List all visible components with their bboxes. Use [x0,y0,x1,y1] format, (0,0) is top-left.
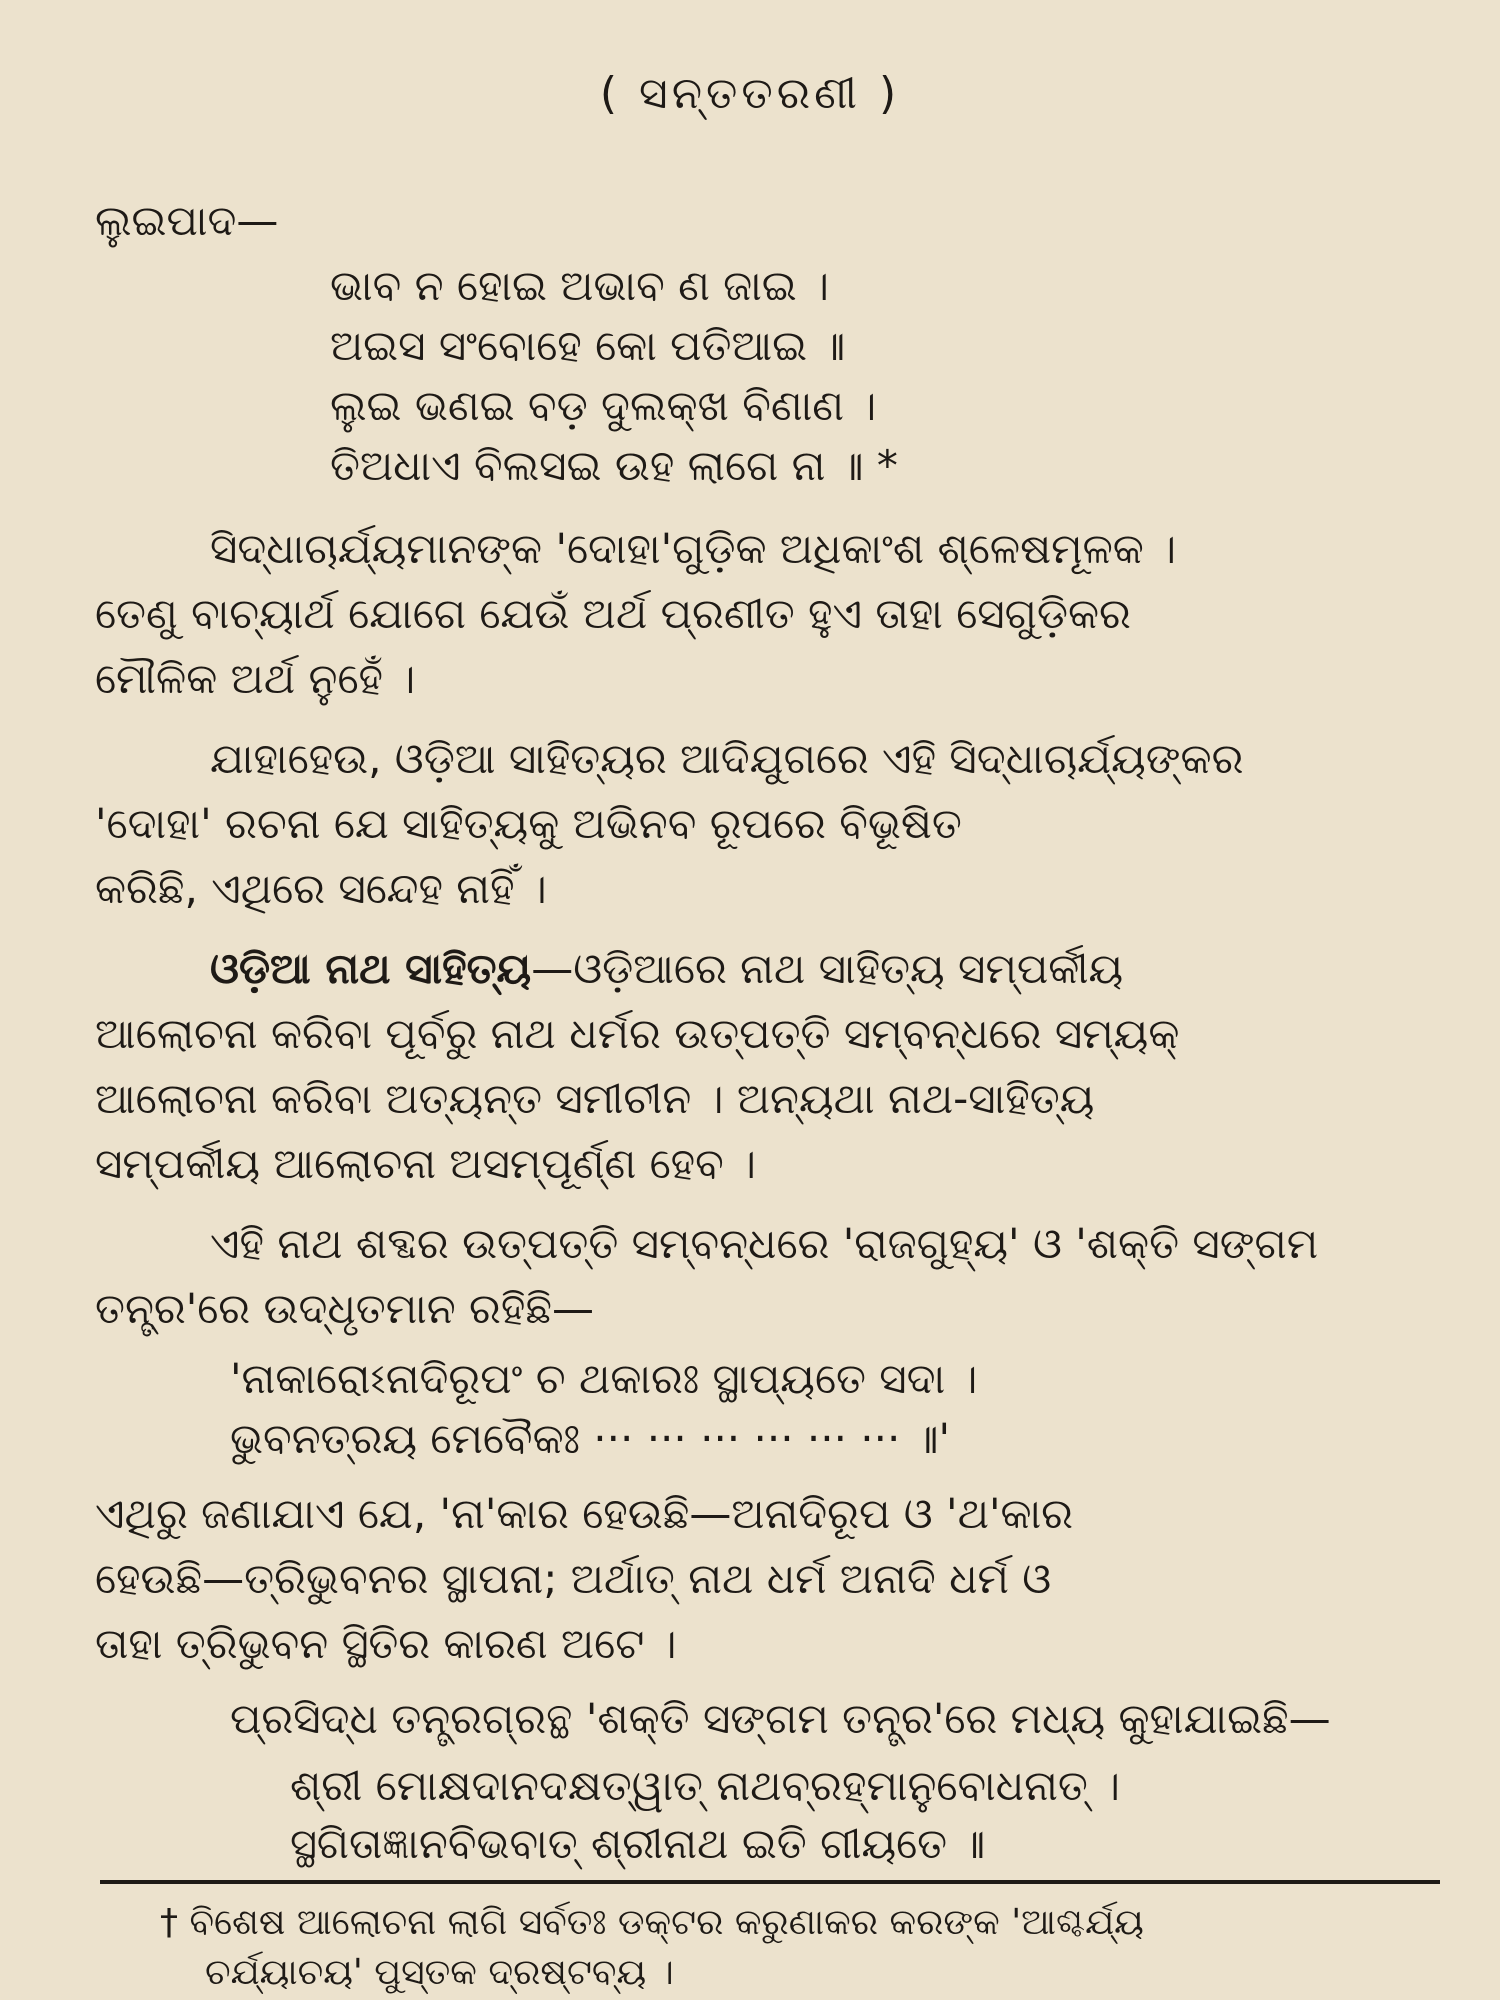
paragraph-line: 'ଦୋହା' ରଚନା ଯେ ସାହିତ୍ୟକୁ ଅଭିନବ ରୂପରେ ବିଭୂଷିତ [95,799,962,848]
footnote-line: ଚର୍ଯ୍ୟାଚୟ' ପୁସ୍ତକ ଦ୍ରଷ୍ଟବ୍ୟ । [205,1952,674,1993]
footnote-divider [100,1880,1440,1884]
paragraph-line: ଏଥିରୁ ଜଣାଯାଏ ଯେ, 'ନା'କାର ହେଉଛି—ଅନାଦିରୂପ ଓ 'ଥ'କାର [95,1489,1074,1538]
paragraph-line: ସମ୍ପର୍କୀୟ ଆଲୋଚନା ଅସମ୍ପୂର୍ଣ୍ଣ ହେବ । [95,1139,757,1188]
page-header: ( ସନ୍ତତରଣୀ ) [599,68,901,119]
paragraph-line: ହେଉଛି—ତ୍ରିଭୁବନର ସ୍ଥାପନା; ଅର୍ଥାତ୍ ନାଥ ଧର୍ମ ଅନାଦି ଧର୍ମ ଓ [95,1554,1052,1603]
paragraph-line: ତେଣୁ ବାଚ୍ୟାର୍ଥ ଯୋଗେ ଯେଉଁ ଅର୍ଥ ପ୍ରଣୀତ ହୁଏ ତାହା ସେଗୁଡ଼ିକର [95,589,1131,638]
paragraph-line: ସିଦ୍ଧାଚାର୍ଯ୍ୟମାନଙ୍କ 'ଦୋହା'ଗୁଡ଼ିକ ଅଧିକାଂଶ ଶ୍ଳେଷମୂଳକ । [210,524,1177,573]
verse-line: ଲୁଇ ଭଣଇ ବଡ଼ ଦୁଲକ୍ଖ ବିଣାଣ । [330,381,877,430]
paragraph-line: ଆଲୋଚନା କରିବା ପୂର୍ବରୁ ନାଥ ଧର୍ମର ଉତ୍ପତ୍ତି ସମ୍ବନ୍ଧରେ ସମ୍ୟକ୍ [95,1009,1180,1058]
paragraph-line: କରିଛି, ଏଥିରେ ସନ୍ଦେହ ନାହିଁ । [95,864,547,913]
quote-line: 'ନାକାରୋଽନାଦିରୂପଂ ଚ ଥକାରଃ ସ୍ଥାପ୍ୟତେ ସଦା । [230,1354,978,1403]
verse-line: ଅଇସ ସଂବୋହେ କୋ ପତିଆଇ ॥ [330,321,846,370]
paragraph-line: ଆଲୋଚନା କରିବା ଅତ୍ୟନ୍ତ ସମୀଚୀନ । ଅନ୍ୟଥା ନାଥ-ସାହିତ୍ୟ [95,1074,1095,1123]
footnote-line: † ବିଶେଷ ଆଲୋଚନା ଲାଗି ସର୍ବତଃ ଡକ୍ଟର କରୁଣାକର କରଙ୍କ 'ଆଶ୍ଚର୍ଯ୍ୟ [160,1902,1144,1943]
paragraph-line: ତାହା ତ୍ରିଭୁବନ ସ୍ଥିତିର କାରଣ ଅଟେ । [95,1619,677,1668]
section-heading-odia-nath-sahitya: ଓଡ଼ିଆ ନାଥ ସାହିତ୍ୟ [210,944,532,993]
paragraph-line: ତନ୍ତ୍ର'ରେ ଉଦ୍ଧୃତମାନ ରହିଛି— [95,1284,594,1333]
quote-line: ଭୁବନତ୍ରୟ ମେବୈକଃ ··· ··· ··· ··· ··· ··· ॥' [230,1414,951,1463]
verse-line: ଭାବ ନ ହୋଇ ଅଭାବ ଣ ଜାଇ । [330,261,829,310]
paragraph-line [210,944,1500,993]
verse-line: ତିଅଧାଏ ବିଲସଇ ଉହ ଲାଗେ ନା ॥ * [330,441,898,490]
paragraph-line: ଯାହାହେଉ, ଓଡ଼ିଆ ସାହିତ୍ୟର ଆଦିଯୁଗରେ ଏହି ସିଦ୍ଧାଚାର୍ଯ୍ୟଙ୍କର [210,734,1244,783]
quote-line: ଶ୍ରୀ ମୋକ୍ଷଦାନଦକ୍ଷତ୍ୱାତ୍ ନାଥବ୍ରହ୍ମାନୁବୋଧନାତ୍ । [290,1761,1121,1810]
paragraph-line: ମୌଳିକ ଅର୍ଥ ନୁହେଁ । [95,654,416,703]
section-heading-luipada: ଲୁଇପାଦ— [95,196,279,245]
paragraph-text: —ଓଡ଼ିଆରେ ନାଥ ସାହିତ୍ୟ ସମ୍ପର୍କୀୟ [531,944,1124,993]
paragraph-line: ଏହି ନାଥ ଶବ୍ଦର ଉତ୍ପତ୍ତି ସମ୍ବନ୍ଧରେ 'ରାଜଗୁହ୍ୟ' ଓ 'ଶକ୍ତି ସଙ୍ଗମ [210,1219,1319,1268]
quote-line: ସ୍ଥଗିତାଜ୍ଞାନବିଭବାତ୍ ଶ୍ରୀନାଥ ଇତି ଗୀୟତେ ॥ [290,1819,986,1868]
paragraph-line: ପ୍ରସିଦ୍ଧ ତନ୍ତ୍ରଗ୍ରନ୍ଥ 'ଶକ୍ତି ସଙ୍ଗମ ତନ୍ତ୍ର'ରେ ମଧ୍ୟ କୁହାଯାଇଛି— [230,1694,1331,1743]
